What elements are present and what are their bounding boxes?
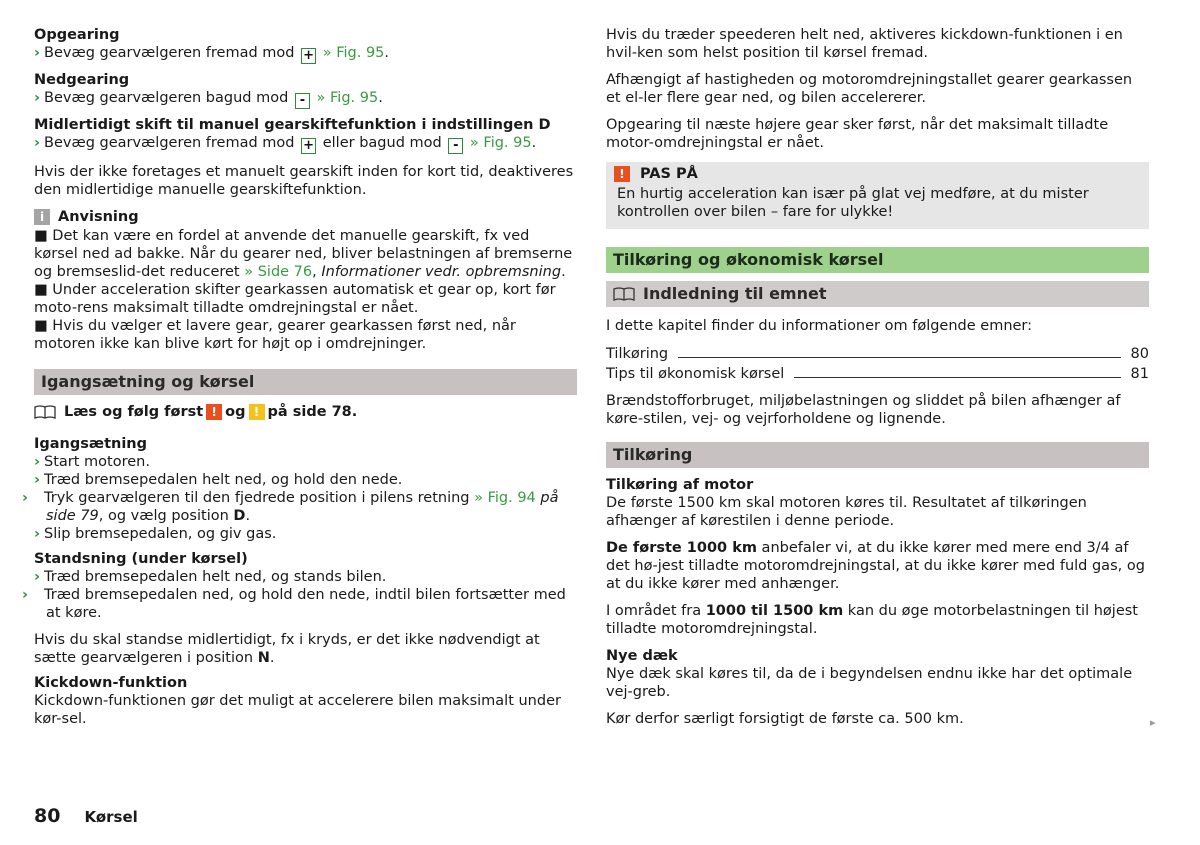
footer-section: Kørsel — [84, 808, 138, 826]
note-item: ■ Hvis du vælger et lavere gear, gearer gearkassen først ned, når motoren ikke kan blive kørt for højt op i omdrejninger. — [34, 318, 516, 352]
paragraph: Hvis der ikke foretages et manuelt gearskift inden for kort tid, deaktiveres den midlertidige manuelle gearskiftefunktion. — [34, 164, 574, 198]
minus-key-icon: - — [448, 138, 463, 154]
minus-key-icon: - — [295, 93, 310, 109]
note-item: ■ Under acceleration skifter gearkassen automatisk et gear op, kort før moto-rens maksimalt tilladte omdrejningstal er nået. — [34, 282, 556, 316]
toc-list — [606, 342, 1149, 382]
motor-heading: Tilkøring af motor — [606, 477, 754, 493]
toc-row[interactable]: Tilkøring 80 — [606, 346, 1149, 362]
toc-row[interactable]: Tips til økonomisk kørsel 81 — [606, 366, 1149, 382]
continue-arrow-icon: ▸ — [1150, 716, 1156, 729]
stands-step: › Træd bremsepedalen helt ned, og stands bilen. — [34, 569, 387, 585]
opgearing-heading: Opgearing — [34, 27, 120, 43]
igang-heading: Igangsætning — [34, 436, 148, 452]
fig-link[interactable]: » Fig. 94 — [474, 490, 536, 506]
midlertidigt-heading: Midlertidigt skift til manuel gearskiftefunktion i indstillingen D — [34, 117, 551, 133]
step-arrow-icon: › — [34, 526, 40, 542]
step-arrow-icon: › — [34, 569, 40, 585]
note-title: Anvisning — [58, 209, 139, 225]
intro-text: I dette kapitel finder du informationer om følgende emner: — [606, 318, 1033, 334]
stands-heading: Standsning (under kørsel) — [34, 551, 248, 567]
paragraph: I området fra 1000 til 1500 km kan du øge motorbelastningen til højest tilladte motoromdrejningstal. — [606, 603, 1138, 637]
read-follow-line: Læs og følg først ! og ! på side 78. — [34, 403, 577, 421]
stands-step: › Træd bremsepedalen ned, og hold den nede, indtil bilen fortsætter med at køre. — [22, 587, 566, 621]
note-header — [34, 209, 577, 225]
opgearing-step: › Bevæg gearvælgeren fremad mod + » Fig. 95. — [34, 45, 390, 63]
plus-key-icon: + — [301, 138, 316, 154]
caution-text: En hurtig acceleration kan især på glat vej medføre, at du mister kontrollen over bilen – fare for ulykke! — [617, 186, 1089, 220]
page-number: 80 — [34, 805, 61, 827]
toc-leader — [678, 357, 1120, 358]
step-arrow-icon: › — [34, 45, 40, 61]
kickdown-text: Kickdown-funktionen gør det muligt at accelerere bilen maksimalt under kør-sel. — [34, 693, 561, 727]
right-column — [606, 26, 1149, 728]
section-header-tilkoring: Tilkøring — [606, 442, 1149, 468]
caution-title: PAS PÅ — [640, 166, 698, 182]
section-header-tilkoring-okonomisk: Tilkøring og økonomisk kørsel — [606, 247, 1149, 273]
paragraph: Brændstofforbruget, miljøbelastningen og sliddet på bilen afhænger af køre-stilen, vej- og vejrforholdene og lignende. — [606, 393, 1121, 427]
caution-header — [617, 166, 1141, 182]
paragraph: Opgearing til næste højere gear sker først, når det maksimalt tilladte motor-omdrejningstal er nået. — [606, 117, 1109, 151]
tyres-text: Nye dæk skal køres til, da de i begyndelsen endnu ikke har det optimale vej-greb. — [606, 666, 1133, 700]
step-arrow-icon: › — [22, 490, 28, 506]
left-column — [22, 26, 577, 728]
step-arrow-icon: › — [34, 472, 40, 488]
warning-icon: ! — [614, 166, 630, 182]
paragraph: Hvis du skal standse midlertidigt, fx i kryds, er det ikke nødvendigt at sætte gearvælgeren i position N. — [34, 632, 540, 666]
fig-link[interactable]: » Fig. 95 — [322, 45, 385, 61]
plus-key-icon: + — [301, 48, 316, 64]
nedgearing-heading: Nedgearing — [34, 72, 130, 88]
page-footer — [34, 805, 138, 827]
section-header-indledning: Indledning til emnet — [606, 281, 1149, 307]
igang-step: › Slip bremsepedalen, og giv gas. — [34, 526, 277, 542]
nedgearing-step: › Bevæg gearvælgeren bagud mod - » Fig. 95. — [34, 90, 383, 108]
book-icon — [613, 287, 635, 301]
igang-step: › Tryk gearvælgeren til den fjedrede position i pilens retning » Fig. 94 på side 79, og vælg position D. — [22, 490, 559, 524]
caution-box — [606, 162, 1149, 229]
kickdown-heading: Kickdown-funktion — [34, 675, 188, 691]
step-arrow-icon: › — [34, 135, 40, 151]
paragraph: Afhængigt af hastigheden og motoromdrejningstallet gearer gearkassen et el-ler flere gear ned, og bilen accelererer. — [606, 72, 1133, 106]
motor-text: De første 1500 km skal motoren køres til. Resultatet af tilkøringen afhænger af kørestilen i denne periode. — [606, 495, 1087, 529]
fig-link[interactable]: » Fig. 95 — [469, 135, 532, 151]
info-icon: i — [34, 209, 50, 225]
midlertidigt-step: › Bevæg gearvælgeren fremad mod + eller bagud mod - » Fig. 95. — [34, 135, 537, 153]
step-arrow-icon: › — [22, 587, 28, 603]
igang-step: › Start motoren. — [34, 454, 150, 470]
note-item: ■ Det kan være en fordel at anvende det manuelle gearskift, fx ved kørsel ned ad bakke. Når du gearer ned, bliver belastningen af bremserne og bremseslid-det reduceret » Side 76, Informationer vedr. opbremsning. — [34, 228, 573, 280]
step-arrow-icon: › — [34, 90, 40, 106]
paragraph: De første 1000 km anbefaler vi, at du ikke kører med mere end 3/4 af det hø-jest tilladte motoromdrejningstal, at du ikke kører med fuld gas, og at du ikke kører med anhænger. — [606, 540, 1145, 592]
caution-icon: ! — [249, 404, 265, 420]
step-arrow-icon: › — [34, 454, 40, 470]
warning-icon: ! — [206, 404, 222, 420]
tyres-heading: Nye dæk — [606, 648, 678, 664]
paragraph: Kør derfor særligt forsigtigt de første ca. 500 km. — [606, 711, 964, 727]
book-icon — [34, 405, 56, 419]
toc-leader — [794, 377, 1120, 378]
igang-step: › Træd bremsepedalen helt ned, og hold den nede. — [34, 472, 403, 488]
page-link[interactable]: » Side 76 — [244, 264, 313, 280]
fig-link[interactable]: » Fig. 95 — [316, 90, 379, 106]
section-header-igang: Igangsætning og kørsel — [34, 369, 577, 395]
paragraph: Hvis du træder speederen helt ned, aktiveres kickdown-funktionen i en hvil-ken som helst position til kørsel fremad. — [606, 27, 1123, 61]
